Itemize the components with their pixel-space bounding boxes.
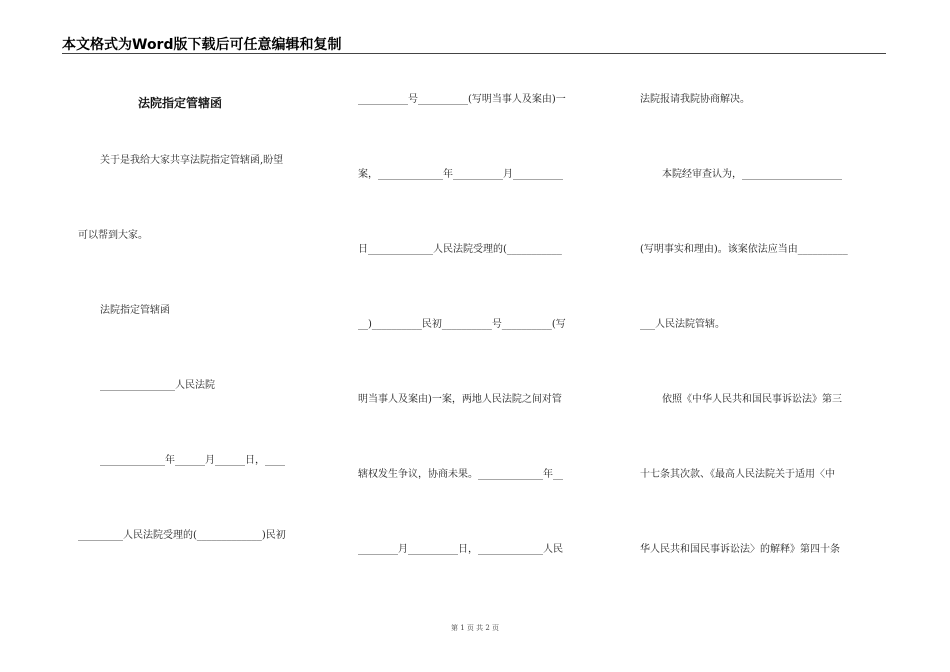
paragraph-line: 辖权发生争议，协商未果。_____________年__ <box>358 469 563 480</box>
paragraph-line: __)__________民初__________号__________(写 <box>358 319 566 330</box>
header-divider <box>62 53 886 54</box>
paragraph-line: 法院指定管辖函 <box>100 305 170 316</box>
paragraph-line: 华人民共和国民事诉讼法〉的解释》第四十条 <box>640 544 840 555</box>
paragraph-line: ________月__________日，_____________人民 <box>358 544 563 555</box>
paragraph-line: (写明事实和理由)。该案依法应当由__________ <box>640 244 848 255</box>
paragraph-line: 依照《中华人民共和国民事诉讼法》第三 <box>662 394 842 405</box>
document-title: 法院指定管辖函 <box>138 96 223 110</box>
document-header: 本文格式为Word版下载后可任意编辑和复制 <box>62 37 342 53</box>
paragraph-line: 关于是我给大家共享法院指定管辖函,盼望 <box>100 155 284 166</box>
page-number: 第 1 页 共 2 页 <box>450 624 500 632</box>
paragraph-line: _______________人民法院 <box>100 380 215 391</box>
paragraph-line: 明当事人及案由)一案，两地人民法院之间对管 <box>358 394 562 405</box>
paragraph-line: _________人民法院受理的(_____________)民初 <box>78 530 286 541</box>
paragraph-line: ___人民法院管辖。 <box>640 319 725 330</box>
paragraph-line: 十七条其次款、《最高人民法院关于适用〈中 <box>640 469 835 480</box>
paragraph-line: 案，_____________年__________月__________ <box>358 169 563 180</box>
paragraph-line: _____________年______月______日，____ <box>100 455 285 466</box>
paragraph-line: __________号__________(写明当事人及案由)一 <box>358 94 566 105</box>
paragraph-line: 日_____________人民法院受理的(___________ <box>358 244 562 255</box>
paragraph-line: 法院报请我院协商解决。 <box>640 94 750 105</box>
paragraph-line: 可以帮到大家。 <box>78 230 148 241</box>
paragraph-line: 本院经审查认为，____________________ <box>662 169 842 180</box>
